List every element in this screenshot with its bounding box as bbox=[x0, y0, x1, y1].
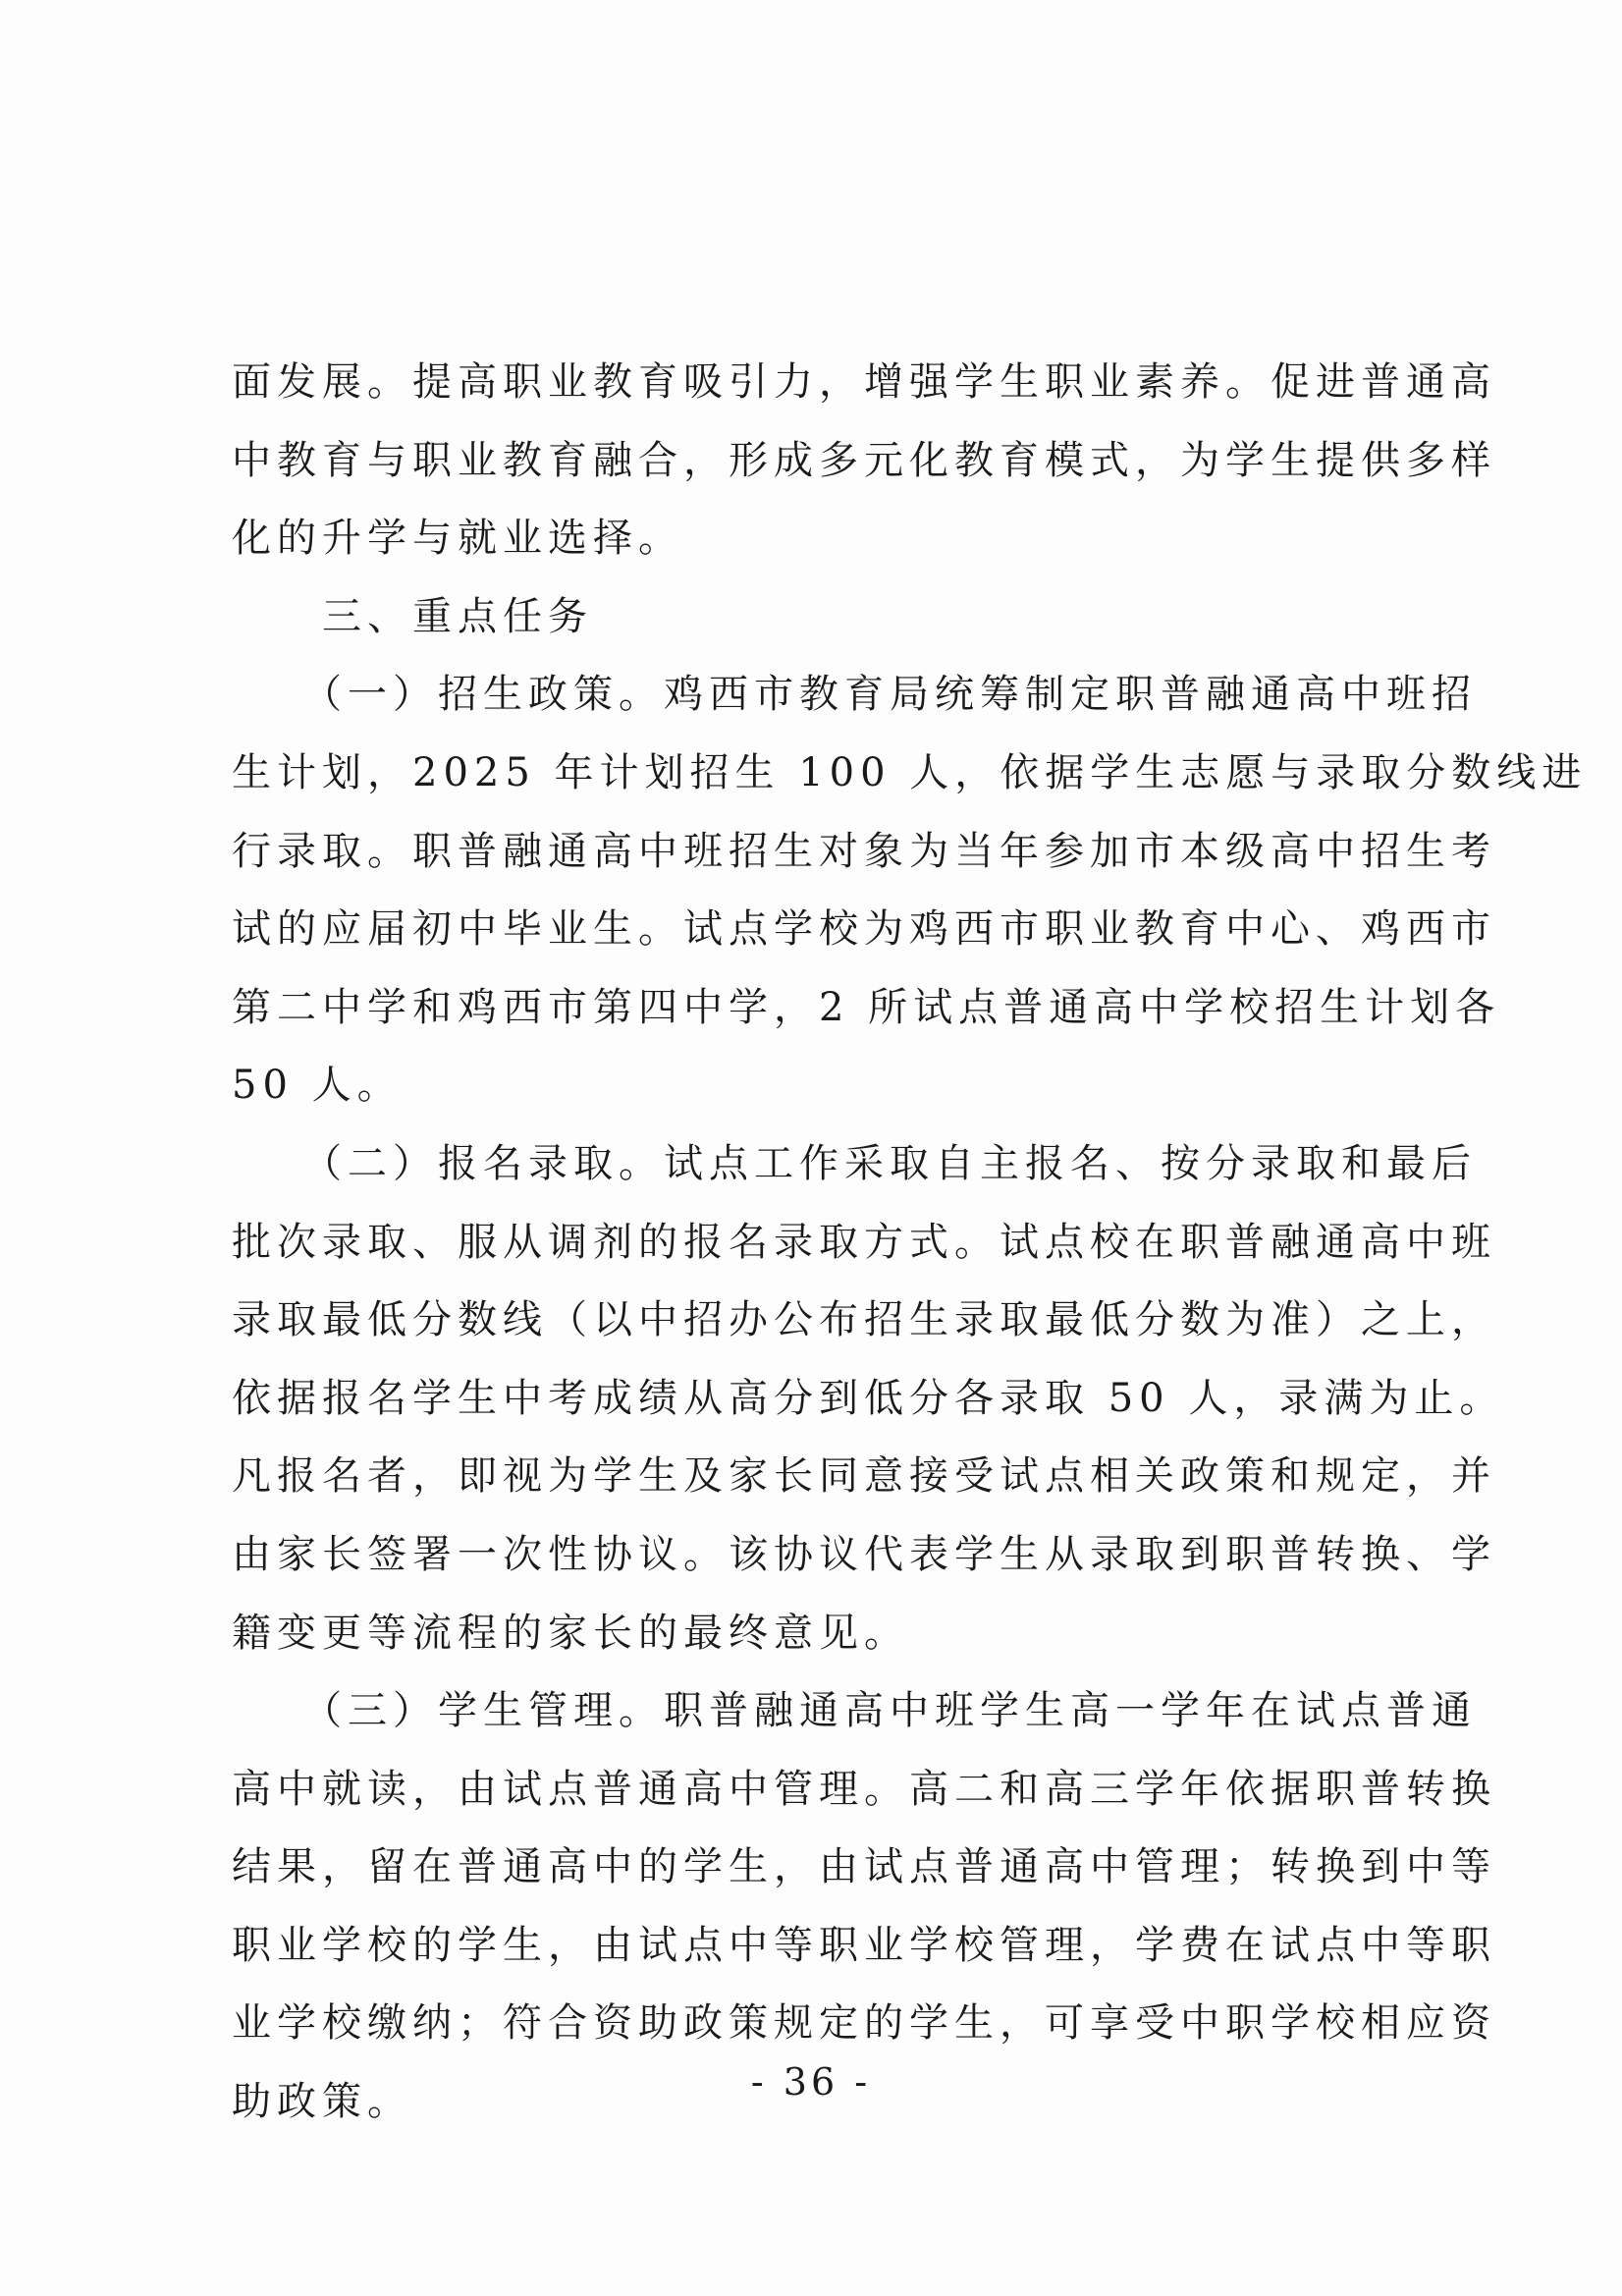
text-line: 试的应届初中毕业生。试点学校为鸡西市职业教育中心、鸡西市 bbox=[232, 906, 1496, 953]
text-line: 行录取。职普融通高中班招生对象为当年参加市本级高中招生考 bbox=[232, 828, 1496, 874]
text-line: 批次录取、服从调剂的报名录取方式。试点校在职普融通高中班 bbox=[232, 1219, 1496, 1265]
text-line: 由家长签署一次性协议。该协议代表学生从录取到职普转换、学 bbox=[232, 1531, 1496, 1577]
text-line: 化的升学与就业选择。 bbox=[232, 516, 683, 562]
text-line: 凡报名者，即视为学生及家长同意接受试点相关政策和规定，并 bbox=[232, 1453, 1496, 1500]
text-line: 面发展。提高职业教育吸引力，增强学生职业素养。促进普通高 bbox=[232, 359, 1496, 405]
text-line: 职业学校的学生，由试点中等职业学校管理，学费在试点中等职 bbox=[232, 1922, 1496, 1968]
text-line: 中教育与职业教育融合，形成多元化教育模式，为学生提供多样 bbox=[232, 437, 1496, 483]
body-text bbox=[232, 344, 1588, 2142]
section-heading: 三、重点任务 bbox=[232, 593, 593, 639]
text-line: 录取最低分数线（以中招办公布招生录取最低分数为准）之上， bbox=[232, 1297, 1496, 1343]
text-line: 高中就读，由试点普通高中管理。高二和高三学年依据职普转换 bbox=[232, 1766, 1496, 1812]
text-line: 依据报名学生中考成绩从高分到低分各录取 50 人，录满为止。 bbox=[232, 1375, 1505, 1421]
text-line: 籍变更等流程的家长的最终意见。 bbox=[232, 1610, 909, 1656]
text-line: 助政策。 bbox=[232, 2079, 412, 2125]
text-line: 结果，留在普通高中的学生，由试点普通高中管理；转换到中等 bbox=[232, 1844, 1496, 1890]
text-line: （二）报名录取。试点工作采取自主报名、按分录取和最后 bbox=[232, 1140, 1477, 1186]
text-line: 业学校缴纳；符合资助政策规定的学生，可享受中职学校相应资 bbox=[232, 2000, 1496, 2047]
text-line: （三）学生管理。职普融通高中班学生高一学年在试点普通 bbox=[232, 1688, 1477, 1734]
text-line: 第二中学和鸡西市第四中学，2 所试点普通高中学校招生计划各 bbox=[232, 984, 1501, 1030]
text-line: 生计划，2025 年计划招生 100 人，依据学生志愿与录取分数线进 bbox=[232, 749, 1588, 795]
text-line: （一）招生政策。鸡西市教育局统筹制定职普融通高中班招 bbox=[232, 672, 1477, 718]
text-line: 50 人。 bbox=[232, 1063, 403, 1109]
page-number: - 36 - bbox=[750, 2060, 872, 2104]
